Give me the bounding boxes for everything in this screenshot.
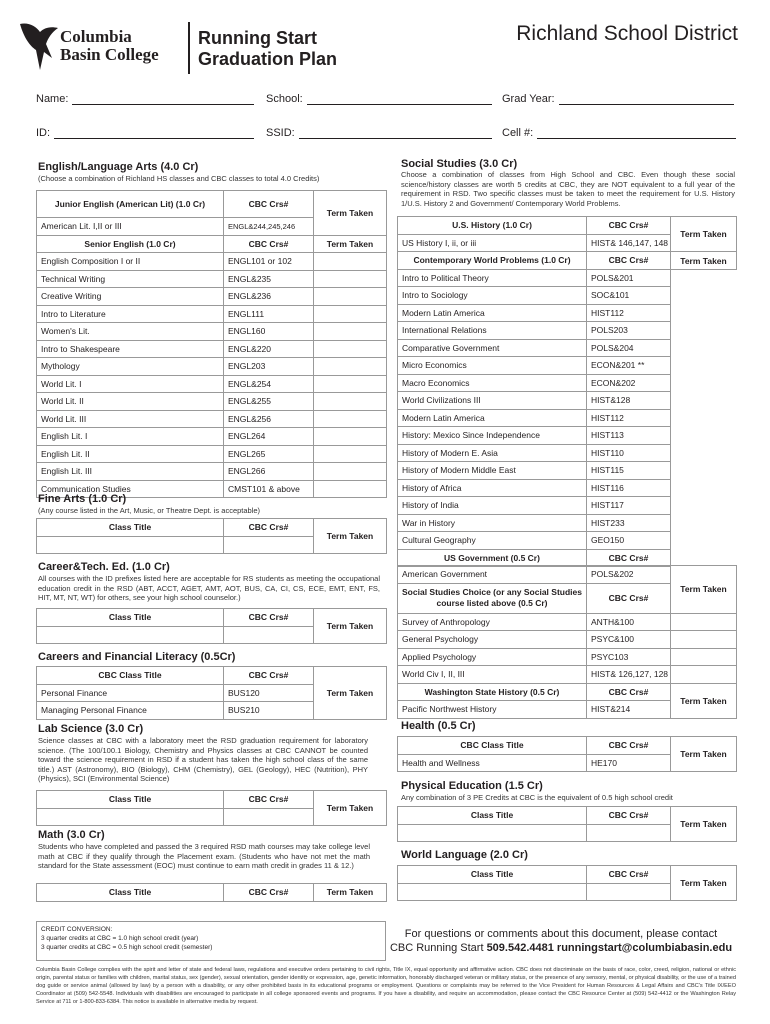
- table-row: Pacific Northwest History: [398, 701, 587, 719]
- table-row: US History I, ii, or iii: [398, 234, 587, 252]
- table-row: [398, 631, 737, 649]
- course-title: Comparative Government: [398, 339, 587, 357]
- course-number: HE170: [587, 754, 671, 772]
- course-title: History of Modern Middle East: [398, 462, 587, 480]
- table-row: [37, 270, 387, 288]
- course-title: English Composition I or II: [37, 253, 224, 271]
- col-header-crs: CBC Crs#: [224, 609, 314, 627]
- wl-title: World Language (2.0 Cr): [401, 849, 528, 861]
- course-title: History of India: [398, 497, 587, 515]
- col-header-term: Term Taken: [314, 609, 387, 644]
- col-header-term: Term Taken: [314, 791, 387, 826]
- course-number: PSYC103: [587, 648, 671, 666]
- course-number: ENGL266: [224, 463, 314, 481]
- term-taken-cell[interactable]: [314, 288, 387, 306]
- ela-table: [36, 190, 387, 498]
- course-title: Cultural Geography: [398, 532, 587, 550]
- table-row: [37, 428, 387, 446]
- cfl-table: [36, 666, 387, 720]
- course-title: Intro to Political Theory: [398, 269, 587, 287]
- ela-senior-header: Senior English (1.0 Cr): [37, 235, 224, 253]
- social-note: Choose a combination of classes from High School and CBC. Even though these social science/history classes are worth 5 credits at CBC, they are NOT equivalent to a full year of the requirement in RSD. Two specific classes must be taken to meet the requirement for U.S. History 1/U.S. History 2 and Government/ Contemporary World Problems.: [401, 170, 735, 208]
- ssid-field[interactable]: SSID:: [266, 127, 492, 139]
- table-row: Personal Finance: [37, 684, 224, 702]
- course-title: Modern Latin America: [398, 409, 587, 427]
- col-header-class: Class Title: [398, 866, 587, 884]
- social-table-2: [397, 565, 737, 719]
- col-header-crs: CBC Crs#: [224, 667, 314, 685]
- cell-field[interactable]: Cell #:: [502, 127, 736, 139]
- col-header-crs: CBC Crs#: [587, 807, 671, 825]
- table-row: [398, 427, 737, 445]
- course-number: ENGL&236: [224, 288, 314, 306]
- term-taken-cell[interactable]: [314, 410, 387, 428]
- college-logo: [18, 18, 188, 78]
- term-taken-cell[interactable]: [671, 631, 737, 649]
- empty-cell[interactable]: [37, 808, 224, 826]
- credit-conversion-box: [36, 921, 386, 961]
- course-title: World Civilizations III: [398, 392, 587, 410]
- contact-line: For questions or comments about this document, please contact: [404, 928, 718, 940]
- col-header-crs: CBC Crs#: [224, 884, 314, 902]
- table-row: [398, 269, 737, 287]
- course-number: HIST117: [587, 497, 671, 515]
- col-header-crs: CBC Crs#: [587, 252, 671, 270]
- table-row: [37, 375, 387, 393]
- table-row: [398, 497, 737, 515]
- course-number: POLS203: [587, 322, 671, 340]
- course-number: HIST&214: [587, 701, 671, 719]
- course-number: ENGL&256: [224, 410, 314, 428]
- cte-table: [36, 608, 387, 644]
- course-number: HIST112: [587, 409, 671, 427]
- course-title: History of Africa: [398, 479, 587, 497]
- term-taken-cell[interactable]: [314, 445, 387, 463]
- col-header-term: Term Taken: [671, 866, 737, 901]
- course-title: Mythology: [37, 358, 224, 376]
- course-number: ENGL203: [224, 358, 314, 376]
- col-header-term: Term Taken: [671, 252, 737, 270]
- pe-table: [397, 806, 737, 842]
- math-table: [36, 883, 387, 902]
- col-header-term: Term Taken: [671, 737, 737, 772]
- lab-title: Lab Science (3.0 Cr): [38, 723, 144, 735]
- contact-prefix: CBC Running Start: [389, 942, 487, 954]
- course-title: Women's Lit.: [37, 323, 224, 341]
- col-header-crs: CBC Crs#: [587, 683, 671, 701]
- course-number: CMST101 & above: [224, 480, 314, 498]
- pe-note: Any combination of 3 PE Credits at CBC is the equivalent of 0.5 high school credit: [401, 793, 673, 802]
- table-row: [398, 532, 737, 550]
- social-table: [397, 216, 737, 567]
- table-row: American Lit. I,II or III: [37, 218, 224, 236]
- table-row: [398, 304, 737, 322]
- table-row: [398, 357, 737, 375]
- term-taken-cell[interactable]: [314, 393, 387, 411]
- table-row: Managing Personal Finance: [37, 702, 224, 720]
- table-row: [398, 462, 737, 480]
- table-row: [398, 444, 737, 462]
- course-title: History: Mexico Since Independence: [398, 427, 587, 445]
- grad-year-field[interactable]: Grad Year:: [502, 93, 734, 105]
- col-header-crs: CBC Crs#: [587, 217, 671, 235]
- col-header-crs: CBC Crs#: [224, 519, 314, 537]
- table-row: [398, 392, 737, 410]
- col-header-crs: CBC Crs#: [587, 583, 671, 613]
- course-number: HIST233: [587, 514, 671, 532]
- course-title: Intro to Literature: [37, 305, 224, 323]
- course-number: ENGL265: [224, 445, 314, 463]
- course-number: ENGL&220: [224, 340, 314, 358]
- col-header-crs: CBC Crs#: [587, 737, 671, 755]
- fine-arts-table: [36, 518, 387, 554]
- math-title: Math (3.0 Cr): [38, 829, 105, 841]
- col-header-class: Class Title: [398, 807, 587, 825]
- col-header-term: Term Taken: [671, 807, 737, 842]
- table-row: [398, 479, 737, 497]
- course-number: SOC&101: [587, 287, 671, 305]
- cte-title: Career&Tech. Ed. (1.0 Cr): [38, 561, 170, 573]
- course-number: ENGL111: [224, 305, 314, 323]
- course-number: ECON&202: [587, 374, 671, 392]
- course-title: Intro to Sociology: [398, 287, 587, 305]
- course-title: World Lit. II: [37, 393, 224, 411]
- course-number: ANTH&100: [587, 613, 671, 631]
- course-title: Intro to Shakespeare: [37, 340, 224, 358]
- course-title: Communication Studies: [37, 480, 224, 498]
- course-number: HIST& 126,127, 128: [587, 666, 671, 684]
- course-number: ENGL160: [224, 323, 314, 341]
- credit-conversion-line: 3 quarter credits at CBC = 1.0 high school credit (year): [41, 935, 199, 942]
- ela-title: English/Language Arts (4.0 Cr): [38, 161, 199, 173]
- course-title: International Relations: [398, 322, 587, 340]
- empty-cell[interactable]: [587, 824, 671, 842]
- table-row: [398, 322, 737, 340]
- credit-conversion-line: 3 quarter credits at CBC = 0.5 high school credit (semester): [41, 944, 213, 951]
- table-row: [398, 666, 737, 684]
- social-title: Social Studies (3.0 Cr): [401, 158, 518, 170]
- term-taken-cell[interactable]: [314, 253, 387, 271]
- empty-cell[interactable]: [224, 808, 314, 826]
- course-number: ECON&201 **: [587, 357, 671, 375]
- id-field[interactable]: ID:: [36, 127, 254, 139]
- table-row: [37, 463, 387, 481]
- lab-note: Science classes at CBC with a laboratory meet the RSD graduation requirement for laboratory science. (The 100/100.1 Biology, Chemistry and Physics classes at CBC CANNOT be counted toward the science requirement in RSD if a student has taken the high school class of the same title.) AST (Astronomy), BIO (Biology), CHM (Chemistry), GEL (Geology), HEC (Nutrition), PHY (Physics), SCI (Environmental Science): [38, 736, 368, 783]
- col-header-class: Class Title: [37, 884, 224, 902]
- fine-arts-note: (Any course listed in the Art, Music, or Theatre Dept. is acceptable): [38, 506, 261, 515]
- term-taken-cell[interactable]: [314, 305, 387, 323]
- nondiscrimination-footer: Columbia Basin College complies with the spirit and letter of state and federal laws, regulations and executive orders pertaining to civil rights, Title IX, equal opportunity and affirmative action. CBC does not discriminate on the basis of race, color, creed, religion, national or ethnic origin, parental status or families with children, marital status, sex (gender), sexual orientation, gender identity or expression, age, genetic information, honorably discharged veteran or military status, or the presence of any sensory, mental, or physical disability, or the use of a trained dog guide or service animal (allowed by law) by a person with a disability, or any other prohibited basis in its educational programs or employment. Questions or complaints may be referred to the Vice President for Human Resources & Legal Affairs and CBC's Title IX/EEO Coordinator at (509) 542-5548. Individuals with disabilities are encouraged to participate in all college sponsored events and programs. If you have a disability, and require an accommodation, please contact the CBC Resource Center at (509) 542-4412 or the Washington Relay Service at 711 or 1-800-833-6384. This notice is available in alternative media by request.: [36, 967, 736, 1005]
- term-taken-cell[interactable]: [671, 648, 737, 666]
- course-title: Macro Economics: [398, 374, 587, 392]
- course-title: Modern Latin America: [398, 304, 587, 322]
- course-number: HIST110: [587, 444, 671, 462]
- course-title: English Lit. I: [37, 428, 224, 446]
- course-number: POLS&201: [587, 269, 671, 287]
- term-taken-cell[interactable]: [314, 480, 387, 498]
- course-number: HIST113: [587, 427, 671, 445]
- term-taken-cell[interactable]: [671, 666, 737, 684]
- header-divider: [188, 22, 190, 74]
- col-header-term: Term Taken: [314, 519, 387, 554]
- table-row: [398, 409, 737, 427]
- course-number: BUS120: [224, 684, 314, 702]
- col-header-class: CBC Class Title: [398, 737, 587, 755]
- term-taken-cell[interactable]: [314, 463, 387, 481]
- table-row: [398, 514, 737, 532]
- bird-logo-icon: [18, 18, 62, 74]
- col-header-crs: CBC Crs#: [224, 235, 314, 253]
- empty-cell[interactable]: [398, 824, 587, 842]
- course-title: Micro Economics: [398, 357, 587, 375]
- col-header-term: Term Taken: [314, 235, 387, 253]
- table-row: American Government: [398, 566, 587, 584]
- course-number: POLS&204: [587, 339, 671, 357]
- col-header-term: Term Taken: [671, 566, 737, 614]
- col-header-term: Term Taken: [671, 683, 737, 718]
- course-title: Technical Writing: [37, 270, 224, 288]
- empty-cell[interactable]: [587, 883, 671, 901]
- cte-note: All courses with the ID prefixes listed here are acceptable for RS students as meeting the occupational education credit in the RSD (ABT, ACCT, AGET, AMT, AOT, BUS, CA, CI, CS, ECE, EMT, ENT, FS, HIT, MT, NT, WT) for others, see your high school counselor.): [38, 574, 380, 602]
- course-title: Creative Writing: [37, 288, 224, 306]
- course-number: HIST&128: [587, 392, 671, 410]
- table-row: [398, 613, 737, 631]
- credit-conversion-title: CREDIT CONVERSION:: [41, 926, 113, 933]
- col-header-class: Class Title: [37, 519, 224, 537]
- table-row: [398, 374, 737, 392]
- course-number: ENGL&235: [224, 270, 314, 288]
- col-header-class: Class Title: [37, 609, 224, 627]
- ela-note: (Choose a combination of Richland HS classes and CBC classes to total 4.0 Credits): [38, 174, 320, 183]
- course-number: ENGL&255: [224, 393, 314, 411]
- table-row: Health and Wellness: [398, 754, 587, 772]
- table-row: [398, 648, 737, 666]
- empty-cell[interactable]: [37, 536, 224, 554]
- col-header-term: Term Taken: [314, 667, 387, 720]
- table-row: [37, 305, 387, 323]
- course-title: World Lit. I: [37, 375, 224, 393]
- ela-junior-header: Junior English (American Lit) (1.0 Cr): [37, 191, 224, 218]
- table-row: [37, 323, 387, 341]
- cwp-header: Contemporary World Problems (1.0 Cr): [398, 252, 587, 270]
- college-name: Columbia Basin College: [60, 27, 159, 64]
- health-title: Health (0.5 Cr): [401, 720, 476, 732]
- course-title: War in History: [398, 514, 587, 532]
- empty-cell[interactable]: [398, 883, 587, 901]
- col-header-term: Term Taken: [314, 191, 387, 236]
- col-header-term: Term Taken: [671, 217, 737, 252]
- col-header-class: CBC Class Title: [37, 667, 224, 685]
- course-number: ENGL264: [224, 428, 314, 446]
- table-row: [398, 339, 737, 357]
- course-title: English Lit. III: [37, 463, 224, 481]
- cfl-title: Careers and Financial Literacy (0.5Cr): [38, 651, 236, 663]
- course-title: General Psychology: [398, 631, 587, 649]
- fine-arts-title: Fine Arts (1.0 Cr): [38, 493, 127, 505]
- us-gov-header: US Government (0.5 Cr): [398, 549, 587, 567]
- wa-history-header: Washington State History (0.5 Cr): [398, 683, 587, 701]
- district-name: Richland School District: [516, 22, 738, 45]
- course-number: HIST112: [587, 304, 671, 322]
- term-taken-cell[interactable]: [314, 375, 387, 393]
- table-row: [37, 410, 387, 428]
- course-title: Survey of Anthropology: [398, 613, 587, 631]
- course-number: PSYC&100: [587, 631, 671, 649]
- col-header-crs: CBC Crs#: [587, 866, 671, 884]
- term-taken-cell[interactable]: [314, 270, 387, 288]
- col-header-crs: CBC Crs#: [224, 191, 314, 218]
- course-number: HIST116: [587, 479, 671, 497]
- table-row: [37, 288, 387, 306]
- col-header-crs: CBC Crs#: [587, 549, 671, 567]
- name-field[interactable]: Name:: [36, 93, 254, 105]
- term-taken-cell[interactable]: [314, 340, 387, 358]
- table-row: [37, 445, 387, 463]
- math-note: Students who have completed and passed the 3 required RSD math courses may take college level math at CBC if they qualify through the Placement exam. (Students who have not met the math standard for the State assessment (EOC) must continue to earn math credit in grades 11 & 12.): [38, 842, 370, 870]
- document-title: Running Start Graduation Plan: [198, 28, 338, 69]
- course-title: Applied Psychology: [398, 648, 587, 666]
- contact-info: [386, 921, 736, 961]
- table-row: [37, 358, 387, 376]
- course-number: HIST& 146,147, 148: [587, 234, 671, 252]
- course-number: HIST115: [587, 462, 671, 480]
- term-taken-cell[interactable]: [314, 358, 387, 376]
- col-header-term: Term Taken: [314, 884, 387, 902]
- table-row: [37, 253, 387, 271]
- course-number: POLS&202: [587, 566, 671, 584]
- table-row: [37, 393, 387, 411]
- course-number: ENGL&244,245,246: [224, 218, 314, 236]
- us-history-header: U.S. History (1.0 Cr): [398, 217, 587, 235]
- choice-header: Social Studies Choice (or any Social Studies course listed above (0.5 Cr): [398, 583, 587, 613]
- term-taken-cell[interactable]: [314, 323, 387, 341]
- term-taken-cell[interactable]: [671, 613, 737, 631]
- school-field[interactable]: School:: [266, 93, 492, 105]
- lab-table: [36, 790, 387, 826]
- course-title: World Lit. III: [37, 410, 224, 428]
- wl-table: [397, 865, 737, 901]
- course-title: World Civ I, II, III: [398, 666, 587, 684]
- course-number: GEO150: [587, 532, 671, 550]
- table-row: [398, 287, 737, 305]
- course-title: English Lit. II: [37, 445, 224, 463]
- col-header-crs: CBC Crs#: [224, 791, 314, 809]
- empty-cell[interactable]: [37, 626, 224, 644]
- pe-title: Physical Education (1.5 Cr): [401, 780, 543, 792]
- course-number: ENGL&254: [224, 375, 314, 393]
- empty-cell[interactable]: [224, 626, 314, 644]
- course-number: ENGL101 or 102: [224, 253, 314, 271]
- health-table: [397, 736, 737, 772]
- col-header-class: Class Title: [37, 791, 224, 809]
- term-taken-cell[interactable]: [314, 428, 387, 446]
- empty-cell[interactable]: [224, 536, 314, 554]
- course-number: BUS210: [224, 702, 314, 720]
- contact-details[interactable]: 509.542.4481 runningstart@columbiabasin.edu: [486, 942, 733, 954]
- table-row: [37, 340, 387, 358]
- course-title: History of Modern E. Asia: [398, 444, 587, 462]
